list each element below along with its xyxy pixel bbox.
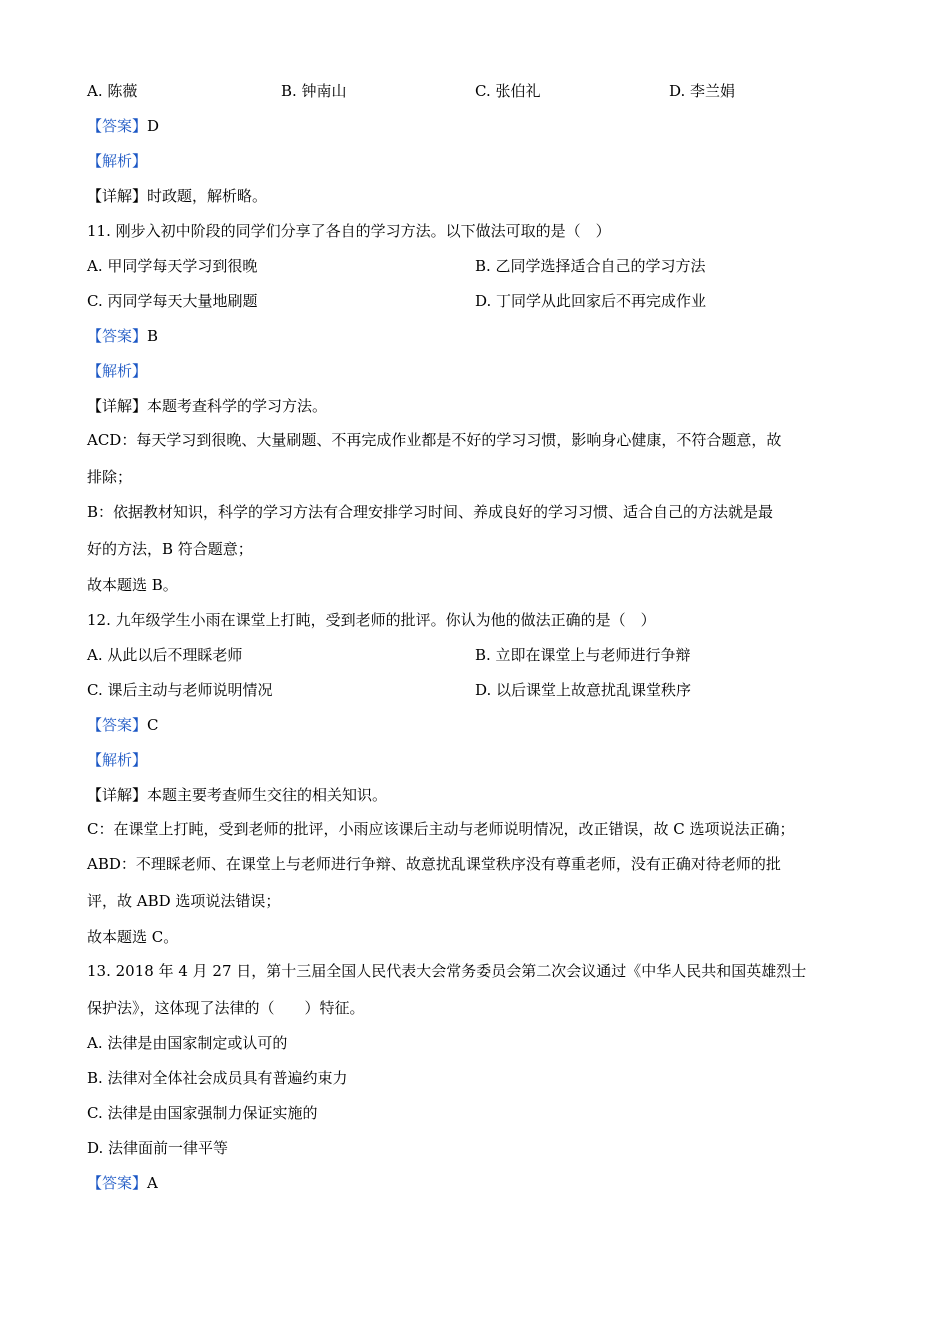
q11-option-c: C. 丙同学每天大量地刷题	[87, 292, 258, 310]
q12-option-a: A. 从此以后不理睬老师	[87, 646, 243, 664]
answer-tag: 【答案】	[87, 1174, 148, 1192]
q12-explain-line: 故本题选 C。	[87, 928, 179, 946]
q11-option-d: D. 丁同学从此回家后不再完成作业	[475, 292, 707, 310]
detail-text: 本题主要考查师生交往的相关知识。	[147, 786, 388, 804]
q10-analysis	[87, 151, 147, 171]
q11-option-a: A. 甲同学每天学习到很晚	[87, 257, 258, 275]
q11-detail	[87, 396, 327, 416]
q10-detail	[87, 186, 267, 206]
analysis-tag: 【解析】	[87, 362, 148, 380]
q10-answer	[87, 116, 159, 136]
q10-option-c: C. 张伯礼	[475, 82, 541, 100]
q13-question-line2: 保护法》，这体现了法律的（ ）特征。	[87, 999, 365, 1017]
detail-tag: 【详解】	[87, 397, 148, 415]
q11-question: 11. 刚步入初中阶段的同学们分享了各自的学习方法。以下做法可取的是（ ）	[87, 222, 611, 240]
q12-analysis	[87, 750, 147, 770]
q13-option-b: B. 法律对全体社会成员具有普遍约束力	[87, 1069, 348, 1087]
analysis-tag: 【解析】	[87, 152, 148, 170]
q11-answer	[87, 326, 158, 346]
answer-value: A	[147, 1174, 158, 1192]
answer-tag: 【答案】	[87, 716, 148, 734]
q13-question-line1: 13. 2018 年 4 月 27 日，第十三届全国人民代表大会常务委员会第二次会议通过《中华人民共和国英雄烈士	[87, 962, 807, 980]
q13-answer	[87, 1173, 158, 1193]
answer-value: D	[147, 117, 160, 135]
q12-option-d: D. 以后课堂上故意扰乱课堂秩序	[475, 681, 692, 699]
q13-option-d: D. 法律面前一律平等	[87, 1139, 229, 1157]
q12-option-c: C. 课后主动与老师说明情况	[87, 681, 273, 699]
q11-explain-line: 好的方法，B 符合题意；	[87, 540, 253, 558]
q11-explain-line: B：依据教材知识，科学的学习方法有合理安排学习时间、养成良好的学习习惯、适合自己的方法就是最	[87, 503, 774, 521]
answer-value: C	[147, 716, 159, 734]
q12-explain-line: 评，故 ABD 选项说法错误；	[87, 892, 281, 910]
q12-answer	[87, 715, 159, 735]
answer-value: B	[147, 327, 159, 345]
q12-explain-line: ABD：不理睬老师、在课堂上与老师进行争辩、故意扰乱课堂秩序没有尊重老师，没有正确对待老师的批	[87, 855, 781, 873]
analysis-tag: 【解析】	[87, 751, 148, 769]
q12-detail	[87, 785, 387, 805]
q11-option-b: B. 乙同学选择适合自己的学习方法	[475, 257, 706, 275]
detail-text: 时政题，解析略。	[147, 187, 268, 205]
detail-text: 本题考查科学的学习方法。	[147, 397, 328, 415]
q11-explain-line: ACD：每天学习到很晚、大量刷题、不再完成作业都是不好的学习习惯，影响身心健康，不符合题意，故	[87, 431, 782, 449]
q13-option-a: A. 法律是由国家制定或认可的	[87, 1034, 288, 1052]
q12-question: 12. 九年级学生小雨在课堂上打盹，受到老师的批评。你认为他的做法正确的是（ ）	[87, 611, 656, 629]
q12-explain-line: C：在课堂上打盹，受到老师的批评，小雨应该课后主动与老师说明情况，改正错误，故 C 选项说法正确；	[87, 820, 795, 838]
q10-option-d: D. 李兰娟	[669, 82, 736, 100]
q13-option-c: C. 法律是由国家强制力保证实施的	[87, 1104, 318, 1122]
answer-tag: 【答案】	[87, 117, 148, 135]
detail-tag: 【详解】	[87, 187, 148, 205]
answer-tag: 【答案】	[87, 327, 148, 345]
q11-explain-line: 故本题选 B。	[87, 576, 178, 594]
q12-option-b: B. 立即在课堂上与老师进行争辩	[475, 646, 691, 664]
q11-explain-line: 排除；	[87, 468, 133, 486]
q11-analysis	[87, 361, 147, 381]
detail-tag: 【详解】	[87, 786, 148, 804]
q10-option-b: B. 钟南山	[281, 82, 347, 100]
q10-option-a: A. 陈薇	[87, 82, 138, 100]
